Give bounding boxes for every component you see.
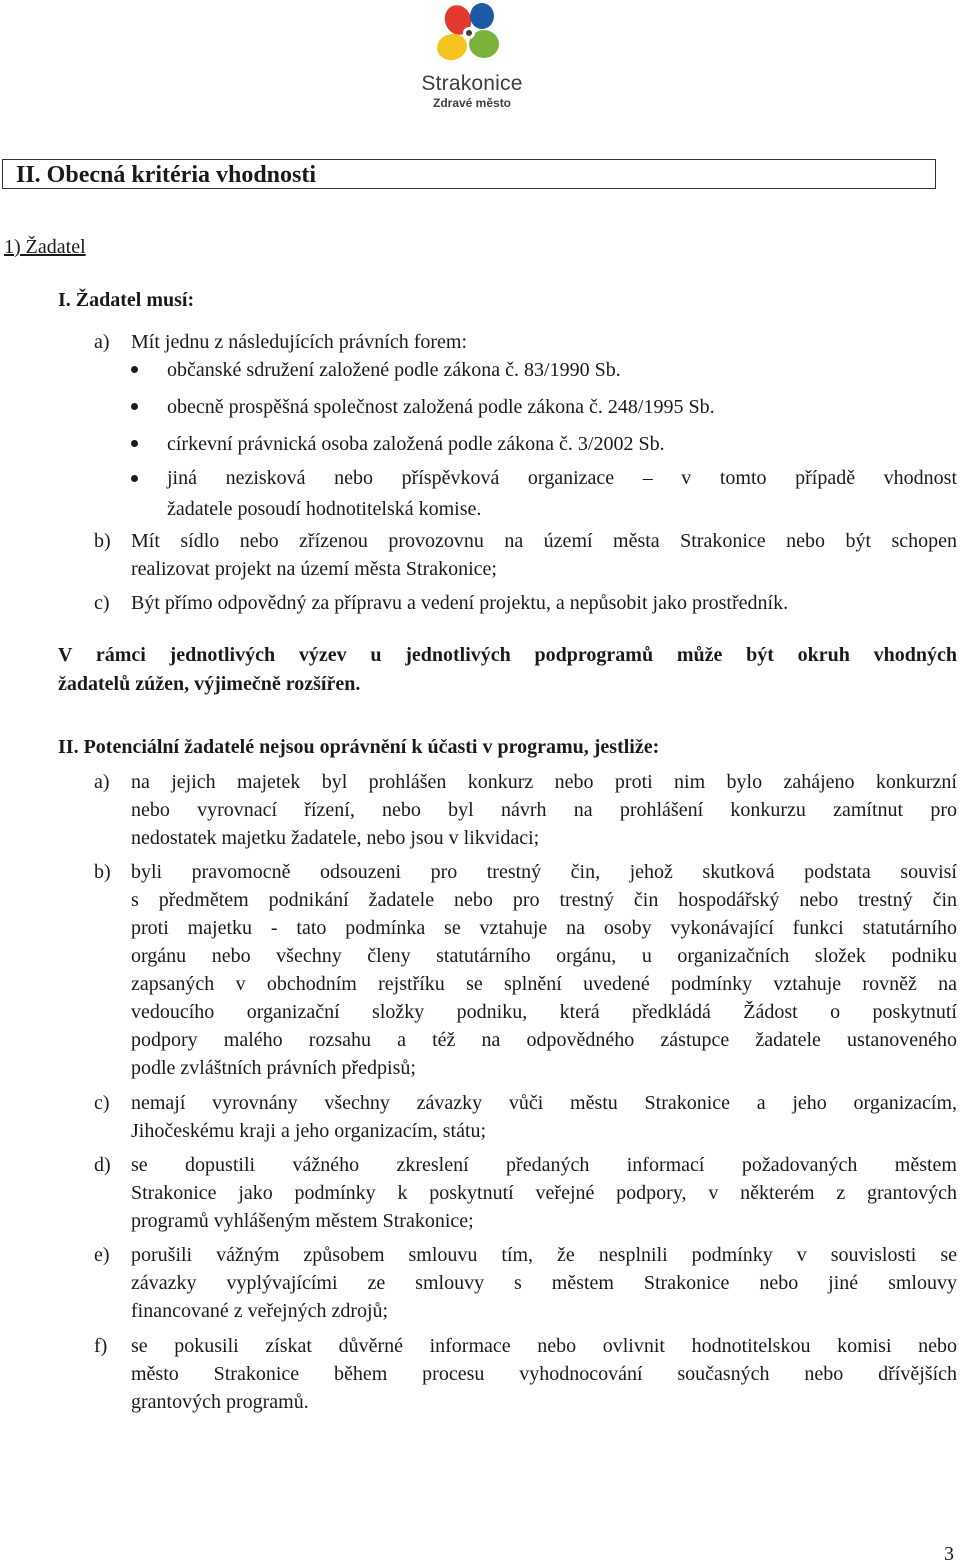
- section-title: II. Obecná kritéria vhodnosti: [16, 162, 317, 188]
- part1-c-text: Být přímo odpovědný za přípravu a vedení projektu, a nepůsobit jako prostředník.: [131, 592, 789, 614]
- logo-subtitle: Zdravé město: [432, 96, 512, 110]
- bullet-item-line: žadatele posoudí hodnotitelská komise.: [167, 498, 482, 520]
- part2-item-label: a): [94, 771, 110, 793]
- part2-item-line: zapsaných v obchodním rejstříku se splnění uvedené podmínky vztahuje rovněž na: [131, 973, 957, 995]
- part2-item-label: e): [94, 1244, 110, 1266]
- section-title-box: [2, 159, 936, 189]
- part2-item-line: Jihočeskému kraji a jeho organizacím, státu;: [131, 1120, 487, 1142]
- bullet-item: obecně prospěšná společnost založená podle zákona č. 248/1995 Sb.: [167, 396, 715, 418]
- part2-item-line: nebo vyrovnací řízení, nebo byl návrh na prohlášení konkurzu zamítnut pro: [131, 799, 957, 821]
- part2-item-line: podpory malého rozsahu a též na odpovědného zástupce žadatele ustanoveného: [131, 1029, 957, 1051]
- part2-heading-text: II. Potenciální žadatelé nejsou oprávnění k účasti v programu, jestliže:: [58, 736, 660, 758]
- part2-item-label: b): [94, 861, 111, 883]
- part2-item-label: c): [94, 1092, 110, 1114]
- part2-item-line: se pokusili získat důvěrné informace nebo ovlivnit hodnotitelskou komisi nebo: [131, 1335, 957, 1357]
- bullet-item: církevní právnická osoba založená podle zákona č. 3/2002 Sb.: [167, 433, 665, 455]
- part2-item-line: s předmětem podnikání žadatele nebo pro trestný čin hospodářský nebo trestný čin: [131, 889, 957, 911]
- part1-b-line: Mít sídlo nebo zřízenou provozovnu na území města Strakonice nebo být schopen: [131, 530, 957, 552]
- part2-item-line: závazky vyplývajícími ze smlouvy s městem Strakonice nebo jiné smlouvy: [131, 1272, 957, 1294]
- logo-city-name: Strakonice: [421, 72, 523, 95]
- part1-a-label: a): [94, 331, 110, 353]
- strakonice-logo: [400, 0, 540, 112]
- bullet-item-line: jiná nezisková nebo příspěvková organizace – v tomto případě vhodnost: [167, 467, 957, 489]
- part2-item-label: d): [94, 1154, 111, 1176]
- part2-item-line: byli pravomocně odsouzeni pro trestný čin, jehož skutková podstata souvisí: [131, 861, 957, 883]
- part1-b-line: realizovat projekt na území města Strakonice;: [131, 558, 497, 580]
- part2-item-line: podle zvláštních právních předpisů;: [131, 1057, 416, 1079]
- part2-item-line: financované z veřejných zdrojů;: [131, 1300, 389, 1322]
- page-number: 3: [944, 1543, 954, 1565]
- part2-item-line: grantových programů.: [131, 1391, 309, 1413]
- part2-item-line: na jejich majetek byl prohlášen konkurz nebo proti nim bylo zahájeno konkurzní: [131, 771, 957, 793]
- bullet-dot: [131, 403, 138, 410]
- bullet-dot: [131, 366, 138, 373]
- part2-item-line: nemají vyrovnány všechny závazky vůči městu Strakonice a jeho organizacím,: [131, 1092, 957, 1114]
- part2-item-line: proti majetku - tato podmínka se vztahuje na osoby vykonávající funkci statutárního: [131, 917, 957, 939]
- note-line: žadatelů zúžen, výjimečně rozšířen.: [58, 673, 361, 695]
- bullet-dot: [131, 440, 138, 447]
- subsection-heading: 1) Žadatel: [4, 236, 86, 258]
- part2-item-label: f): [94, 1335, 108, 1357]
- part2-item-line: Strakonice jako podmínky k poskytnutí veřejné podpory, v některém z grantových: [131, 1182, 957, 1204]
- note-line: V rámci jednotlivých výzev u jednotlivých podprogramů může být okruh vhodných: [58, 644, 957, 666]
- bullet-item: občanské sdružení založené podle zákona č. 83/1990 Sb.: [167, 359, 621, 381]
- part1-a-text: Mít jednu z následujících právních forem:: [131, 331, 468, 353]
- part2-item-line: porušili vážným způsobem smlouvu tím, že nesplnili podmínky v souvislosti se: [131, 1244, 957, 1266]
- part1-b-label: b): [94, 530, 111, 552]
- bullet-dot: [131, 475, 138, 482]
- part2-item-line: město Strakonice během procesu vyhodnocování současných nebo dřívějších: [131, 1363, 957, 1385]
- part2-heading: [58, 735, 659, 759]
- part2-item-line: nedostatek majetku žadatele, nebo jsou v likvidaci;: [131, 827, 540, 849]
- part1-c-label: c): [94, 592, 110, 614]
- part2-item-line: programů vyhlášeným městem Strakonice;: [131, 1210, 474, 1232]
- part2-item-line: se dopustili vážného zkreslení předaných informací požadovaných městem: [131, 1154, 957, 1176]
- part2-item-line: orgánu nebo všechny členy statutárního orgánu, u organizačních složek podniku: [131, 945, 957, 967]
- flower-logo-icon: [400, 0, 540, 75]
- part1-heading: I. Žadatel musí:: [58, 289, 195, 311]
- part2-item-line: vedoucího organizační složky podniku, která předkládá Žádost o poskytnutí: [131, 1001, 957, 1023]
